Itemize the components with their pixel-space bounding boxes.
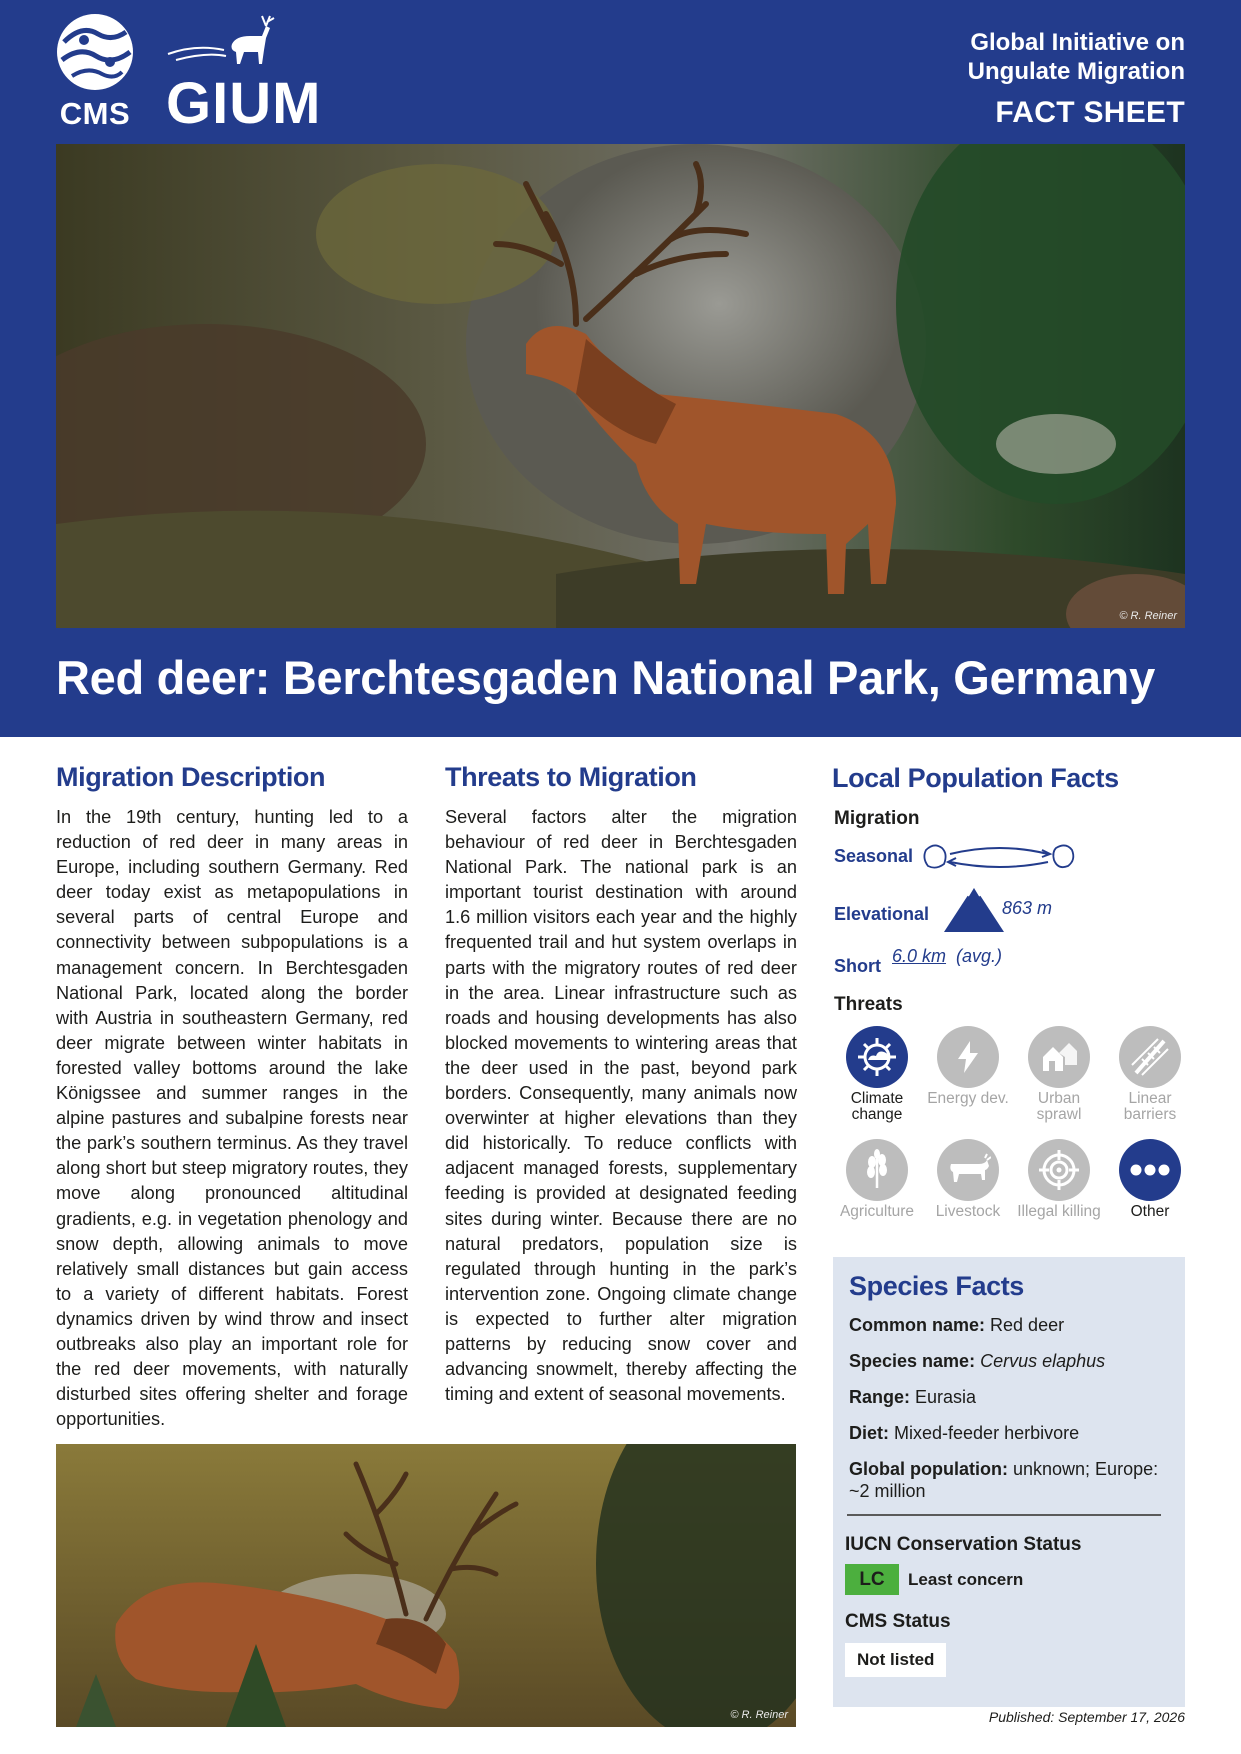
urban-sprawl-icon (1028, 1026, 1090, 1088)
climate-change-icon (846, 1026, 908, 1088)
bottom-photo-credit: © R. Reiner (730, 1709, 788, 1721)
mountain-icon (942, 880, 1006, 934)
migration-description-section (56, 762, 408, 1432)
diet-value: Mixed-feeder herbivore (894, 1423, 1080, 1443)
short-distance-value: 6.0 km (892, 946, 947, 966)
global-population-fact (849, 1458, 1167, 1502)
deer-silhouette-icon (166, 14, 286, 70)
short-distance-suffix: (avg.) (956, 946, 1003, 966)
elevational-value: 863 m (1002, 898, 1053, 918)
seasonal-label: Seasonal (834, 846, 914, 866)
other-icon (1119, 1139, 1181, 1201)
iucn-status-badge: LC (845, 1564, 899, 1595)
range-value: Eurasia (915, 1387, 977, 1407)
threat-illegal-killing (1014, 1139, 1104, 1220)
threats-to-migration-heading: Threats to Migration (445, 762, 697, 792)
threat-label: Energy dev. (927, 1090, 1009, 1107)
cms-status-badge: Not listed (845, 1643, 946, 1677)
threat-linear-barriers (1105, 1026, 1195, 1123)
iucn-status-heading: IUCN Conservation Status (845, 1534, 1082, 1555)
species-name-fact (849, 1350, 1167, 1372)
seasonal-migration-icon (920, 840, 1080, 874)
header-right (955, 28, 1185, 130)
threat-energy (923, 1026, 1013, 1107)
energy-icon (937, 1026, 999, 1088)
species-name-label: Species name: (849, 1351, 976, 1371)
header-band (0, 0, 1241, 737)
short-row (832, 942, 1185, 982)
common-name-fact (849, 1314, 1167, 1336)
iucn-status-row (845, 1564, 1167, 1595)
global-population-label: Global population: (849, 1459, 1008, 1479)
threat-label: Other (1130, 1203, 1170, 1220)
elevational-label: Elevational (834, 904, 930, 924)
threats-grid (832, 1026, 1185, 1246)
doc-type: FACT SHEET (995, 96, 1185, 129)
resting-red-deer-image (56, 1444, 796, 1727)
elevational-row (832, 880, 1185, 942)
threat-label: Agriculture (839, 1203, 915, 1220)
migration-description-heading: Migration Description (56, 762, 326, 792)
common-name-value: Red deer (990, 1315, 1065, 1335)
range-fact (849, 1386, 1167, 1408)
species-facts-panel (833, 1257, 1185, 1707)
threat-other (1105, 1139, 1195, 1220)
threat-urban-sprawl (1014, 1026, 1104, 1123)
cms-status-heading: CMS Status (845, 1611, 951, 1632)
global-population-value: unknown; Europe: ~2 million (849, 1459, 1159, 1501)
agriculture-icon (846, 1139, 908, 1201)
threat-label: Urban sprawl (1036, 1090, 1082, 1123)
threat-climate-change (832, 1026, 922, 1123)
page-title: Red deer: Berchtesgaden National Park, Germany (56, 651, 1155, 704)
published-date: Published: September 17, 2026 (988, 1709, 1185, 1725)
initiative-name: Global Initiative on Ungulate Migration (967, 29, 1185, 85)
cms-logo-text: CMS (59, 96, 131, 131)
local-population-section (832, 763, 1185, 1246)
diet-fact (849, 1422, 1167, 1444)
cms-logo (54, 12, 136, 132)
divider (847, 1514, 1161, 1516)
bottom-photo (56, 1444, 796, 1727)
migration-description-text: In the 19th century, hunting led to a reduction of red deer in many areas in Europe, including southern Germany. Red deer today exist as metapopulations in several parts of central Europe and connectivity between subpopulations is a management concern. In Berchtesgaden National Park, located along the border with Austria in southeastern Germany, red deer migrate between winter habitats in forested valley bottoms around the lake Königssee and summer ranges in the alpine pastures and subalpine forests near the park’s southern terminus. As they travel along short but steep migratory routes, they move along pronounced altitudinal gradients, e.g. in vegetation phenology and snow depth, allowing animals to move relatively small distances but gain access to a variety of different habitats. Forest dynamics driven by wind throw and insect outbreaks also play an important role for the red deer movements, with naturally disturbed sites offering shelter and forage opportunities. (56, 807, 408, 1430)
threats-subheading: Threats (834, 994, 903, 1015)
threat-label: Livestock (935, 1203, 1001, 1220)
gium-logo-text: GIUM (166, 71, 322, 136)
hero-photo-credit: © R. Reiner (1119, 610, 1177, 622)
common-name-label: Common name: (849, 1315, 986, 1335)
seasonal-row (832, 838, 1185, 880)
species-facts-heading: Species Facts (849, 1271, 1024, 1301)
linear-barriers-icon (1119, 1026, 1181, 1088)
range-label: Range: (849, 1387, 911, 1407)
threats-to-migration-section (445, 762, 797, 1407)
diet-label: Diet: (849, 1423, 889, 1443)
migration-subheading: Migration (834, 808, 920, 829)
local-population-heading: Local Population Facts (832, 763, 1119, 793)
livestock-icon (937, 1139, 999, 1201)
gium-logo (166, 14, 322, 136)
threats-to-migration-text: Several factors alter the migration behaviour of red deer in Berchtesgaden National Park. The national park is an important tourist destination with around 1.6 million visitors each year and the highly frequented trail and hut system overlaps in parts with the migratory routes of red deer in the area. Linear infrastructure such as roads and housing developments has also blocked movements to wintering areas that the deer used in the past, beyond park borders. Consequently, many animals now overwinter at higher elevations than they did historically. To reduce conflicts with adjacent managed forests, supplementary feeding is provided at designated feeding sites during winter. Because there are no natural predators, population size is regulated through hunting in the park’s intervention zone. Ongoing climate change is expected to further alter migration patterns by reducing snow cover and advancing snowmelt, thereby affecting the timing and extent of seasonal movements. (445, 807, 797, 1405)
hero-photo (56, 144, 1185, 628)
threat-livestock (923, 1139, 1013, 1220)
species-name-value: Cervus elaphus (980, 1351, 1106, 1371)
threat-label: Illegal killing (1017, 1203, 1101, 1220)
iucn-status-text: Least concern (908, 1569, 1024, 1589)
illegal-killing-icon (1028, 1139, 1090, 1201)
threat-label: Linear barriers (1123, 1090, 1177, 1123)
threat-label: Climate change (850, 1090, 904, 1123)
red-deer-stag-image (56, 144, 1185, 628)
threat-agriculture (832, 1139, 922, 1220)
cms-globe-icon (54, 12, 136, 92)
short-label: Short (834, 956, 881, 976)
